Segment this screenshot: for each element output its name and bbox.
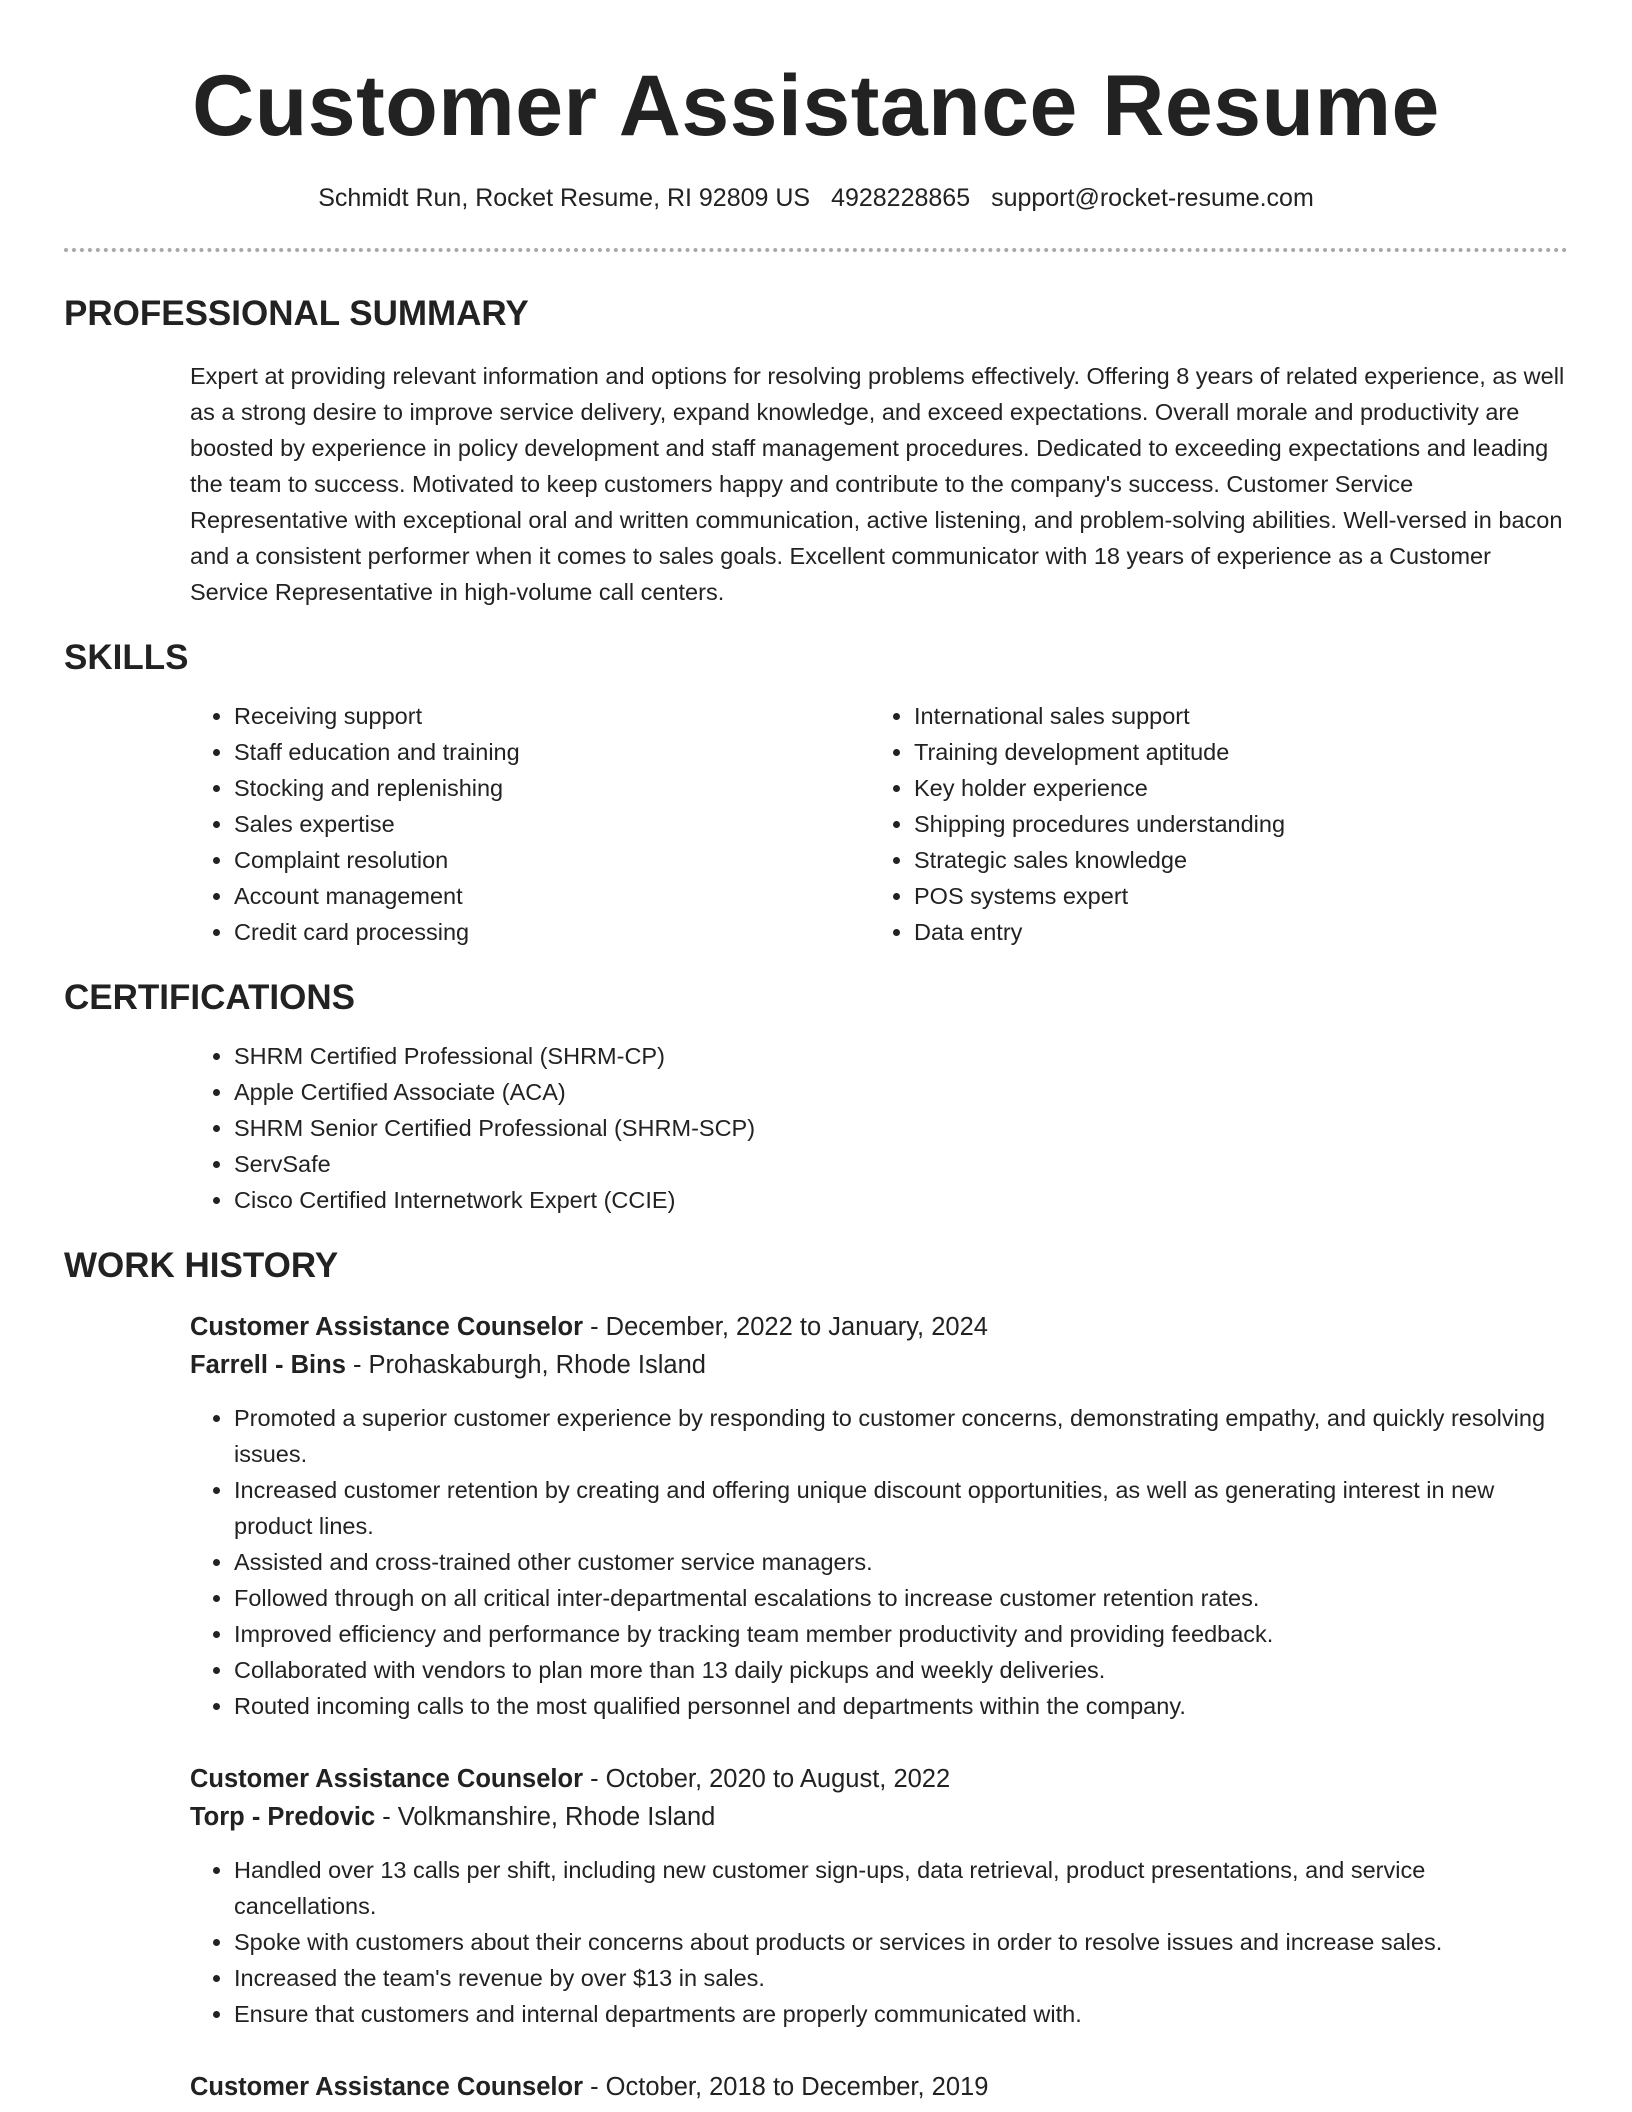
job-title: Customer Assistance Counselor [190,1765,583,1793]
job-dates: - October, 2018 to December, 2019 [583,2073,989,2101]
contact-email: support@rocket-resume.com [991,184,1314,212]
certification-item: • Cisco Certified Internetwork Expert (CCIE) [234,1182,1568,1218]
job-bullet: • Handled over 13 calls per shift, including new customer sign-ups, data retrieval, product presentations, and service cancellations. [234,1852,1568,1924]
job-company: Torp - Predovic [190,1803,376,1831]
job-bullets [190,1852,1568,2032]
job-entry [190,1760,1568,2032]
resume-title: Customer Assistance Resume [192,58,1440,154]
job-title-line [190,1760,1568,1798]
skill-item: • Staff education and training [234,734,870,770]
job-dates: - October, 2020 to August, 2022 [583,1765,951,1793]
job-bullets [190,1400,1568,1724]
skills-grid [190,698,1568,950]
job-entry [190,1308,1568,1724]
skill-item: • Strategic sales knowledge [914,842,1550,878]
job-title: Customer Assistance Counselor [190,2073,583,2101]
job-bullet: • Routed incoming calls to the most qualified personnel and departments within the company. [234,1688,1568,1724]
job-location: - Prohaskaburgh, Rhode Island [345,1351,706,1379]
certifications-heading: CERTIFICATIONS [64,978,356,1017]
contact-line [64,182,1568,214]
skill-item: • Account management [234,878,870,914]
header-divider [64,248,1568,252]
job-company-line [190,1798,1568,1836]
job-bullet: • Improved efficiency and performance by tracking team member productivity and providing feedback. [234,1616,1568,1652]
certification-item: • SHRM Certified Professional (SHRM-CP) [234,1038,1568,1074]
job-bullet: • Promoted a superior customer experience by responding to customer concerns, demonstrating empathy, and quickly resolving issues. [234,1400,1568,1472]
contact-address: Schmidt Run, Rocket Resume, RI 92809 US [318,184,811,212]
job-bullet: • Increased customer retention by creating and offering unique discount opportunities, as well as generating interest in new product lines. [234,1472,1568,1544]
skill-item: • Sales expertise [234,806,870,842]
job-bullet: • Ensure that customers and internal departments are properly communicated with. [234,1996,1568,2032]
skill-item: • Shipping procedures understanding [914,806,1550,842]
skill-item: • Receiving support [234,698,870,734]
job-company-line [190,1346,1568,1384]
certification-item: • ServSafe [234,1146,1568,1182]
skill-item: • Credit card processing [234,914,870,950]
skill-item: • Stocking and replenishing [234,770,870,806]
skills-list-right [870,698,1550,950]
skill-item: • Training development aptitude [914,734,1550,770]
job-company: Farrell - Bins [190,1351,346,1379]
skills-heading: SKILLS [64,638,189,677]
job-dates: - December, 2022 to January, 2024 [583,1313,988,1341]
job-title-line [190,2068,1568,2106]
job-bullet: • Spoke with customers about their concerns about products or services in order to resolve issues and increase sales. [234,1924,1568,1960]
job-bullet: • Increased the team's revenue by over $13 in sales. [234,1960,1568,1996]
certifications-list [190,1038,1568,1218]
job-bullet: • Collaborated with vendors to plan more than 13 daily pickups and weekly deliveries. [234,1652,1568,1688]
skill-item: • Data entry [914,914,1550,950]
work-history-heading: WORK HISTORY [64,1246,339,1285]
skill-item: • International sales support [914,698,1550,734]
summary-text: Expert at providing relevant information and options for resolving problems effectively. Offering 8 years of related experience, as well as a strong desire to improve service delivery, expand knowledge, and exceed expectations. Overall morale and productivity are boosted by experience in policy development and staff management procedures. Dedicated to exceeding expectations and leading the team to success. Motivated to keep customers happy and contribute to the company's success. Customer Service Representative with exceptional oral and written communication, active listening, and problem-solving abilities. Well-versed in bacon and a consistent performer when it comes to sales goals. Excellent communicator with 18 years of experience as a Customer Service Representative in high-volume call centers. [190,363,1565,605]
skill-item: • Complaint resolution [234,842,870,878]
job-location: - Volkmanshire, Rhode Island [375,1803,716,1831]
skill-item: • POS systems expert [914,878,1550,914]
job-entry [190,2068,1568,2106]
summary-heading: PROFESSIONAL SUMMARY [64,294,529,333]
certification-item: • Apple Certified Associate (ACA) [234,1074,1568,1110]
job-bullet: • Followed through on all critical inter-departmental escalations to increase customer retention rates. [234,1580,1568,1616]
job-bullet: • Assisted and cross-trained other customer service managers. [234,1544,1568,1580]
skill-item: • Key holder experience [914,770,1550,806]
certification-item: • SHRM Senior Certified Professional (SHRM-SCP) [234,1110,1568,1146]
job-title: Customer Assistance Counselor [190,1313,583,1341]
skills-list-left [190,698,870,950]
contact-phone: 4928228865 [831,184,971,212]
job-title-line [190,1308,1568,1346]
